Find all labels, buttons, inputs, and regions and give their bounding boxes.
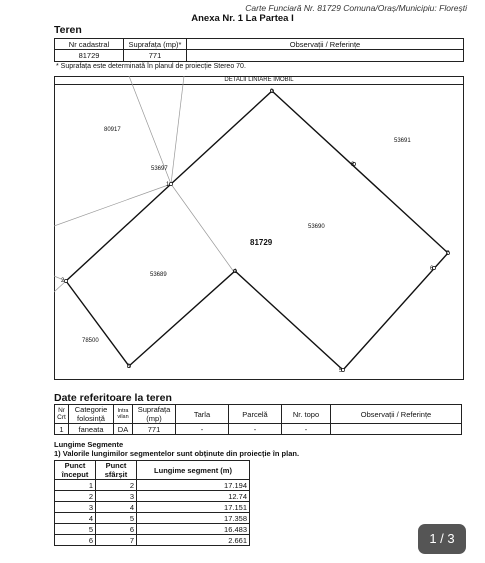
- point-label: 9: [270, 89, 274, 95]
- date-ref-cell: 771: [133, 424, 176, 435]
- date-ref-col: Parcelă: [229, 405, 282, 424]
- segment-length: 2.661: [137, 535, 250, 546]
- date-ref-col: Observații / Referințe: [331, 405, 462, 424]
- segment-start: 1: [55, 480, 96, 491]
- date-ref-cell: DA: [114, 424, 133, 435]
- segment-start: 5: [55, 524, 96, 535]
- point-label: 7: [446, 251, 450, 257]
- teren-col-cadastral: Nr cadastral: [55, 39, 124, 50]
- annex-title: Anexa Nr. 1 La Partea I: [191, 13, 294, 24]
- segmente-col: Punct sfârșit: [96, 461, 137, 480]
- teren-col-observatii: Observații / Referințe: [187, 39, 464, 50]
- segmente-table: [54, 460, 250, 546]
- segmente-col: Punct început: [55, 461, 96, 480]
- point-label: 4: [233, 269, 237, 275]
- teren-cell-cadastral: 81729: [55, 50, 124, 62]
- neighbour-label: 53690: [308, 224, 325, 230]
- segment-start: 3: [55, 502, 96, 513]
- point-label: 3: [127, 364, 131, 370]
- point-label: 1: [166, 182, 170, 188]
- date-ref-title: Date referitoare la teren: [54, 392, 172, 404]
- segment-start: 4: [55, 513, 96, 524]
- segment-end: 5: [96, 513, 137, 524]
- segment-length: 17.151: [137, 502, 250, 513]
- neighbour-label: 80917: [104, 127, 121, 133]
- date-ref-cell: 1: [55, 424, 69, 435]
- date-ref-col: Suprafața (mp): [133, 405, 176, 424]
- segment-length: 17.358: [137, 513, 250, 524]
- segment-end: 6: [96, 524, 137, 535]
- point-label: 6: [430, 266, 434, 272]
- table-row: [55, 535, 250, 546]
- table-row: [55, 502, 250, 513]
- segment-end: 3: [96, 491, 137, 502]
- table-row: [55, 513, 250, 524]
- date-ref-col: Intra vilan: [114, 405, 133, 424]
- segmente-col: Lungime segment (m): [137, 461, 250, 480]
- teren-cell-suprafata: 771: [124, 50, 187, 62]
- date-ref-col: Nr Crt: [55, 405, 69, 424]
- neighbour-label: 53691: [394, 138, 411, 144]
- teren-note: * Suprafața este determinată în planul de proiecție Stereo 70.: [56, 63, 246, 70]
- table-row: [55, 491, 250, 502]
- segmente-title: Lungime Segmente: [54, 440, 124, 449]
- date-ref-cell: faneata: [69, 424, 114, 435]
- point-label: 8: [351, 162, 355, 168]
- table-row: [55, 524, 250, 535]
- table-row: [55, 480, 250, 491]
- point-label: 2: [61, 278, 65, 284]
- teren-col-suprafata: Suprafața (mp)*: [124, 39, 187, 50]
- date-ref-cell: -: [229, 424, 282, 435]
- segment-length: 12.74: [137, 491, 250, 502]
- plan-title: DETALII LINIARE IMOBIL: [55, 76, 463, 85]
- parcel-number: 81729: [250, 238, 273, 247]
- date-ref-col: Nr. topo: [282, 405, 331, 424]
- date-ref-cell: -: [282, 424, 331, 435]
- teren-table: [54, 38, 464, 62]
- teren-cell-observatii: [187, 50, 464, 62]
- segment-end: 4: [96, 502, 137, 513]
- neighbour-label: 78500: [82, 338, 99, 344]
- neighbour-label: 53689: [150, 272, 167, 278]
- segment-start: 2: [55, 491, 96, 502]
- date-ref-cell: -: [176, 424, 229, 435]
- date-ref-cell: [331, 424, 462, 435]
- date-ref-col: Categorie folosință: [69, 405, 114, 424]
- teren-title: Teren: [54, 24, 82, 36]
- segment-length: 16.483: [137, 524, 250, 535]
- segment-end: 7: [96, 535, 137, 546]
- date-ref-col: Tarla: [176, 405, 229, 424]
- point-label: 5: [339, 368, 343, 374]
- cf-header-text: Carte Funciară Nr. 81729 Comuna/Oraș/Municipiu: Florești: [245, 3, 467, 13]
- segment-start: 6: [55, 535, 96, 546]
- parcel-boundary: [66, 91, 448, 370]
- segmente-subtitle: 1) Valorile lungimilor segmentelor sunt obținute din proiecție în plan.: [54, 449, 300, 458]
- segment-length: 17.194: [137, 480, 250, 491]
- page-indicator[interactable]: 1 / 3: [418, 524, 466, 554]
- plan-drawing: [54, 76, 464, 380]
- neighbour-label: 53697: [151, 166, 168, 172]
- date-ref-table: [54, 404, 462, 435]
- segment-end: 2: [96, 480, 137, 491]
